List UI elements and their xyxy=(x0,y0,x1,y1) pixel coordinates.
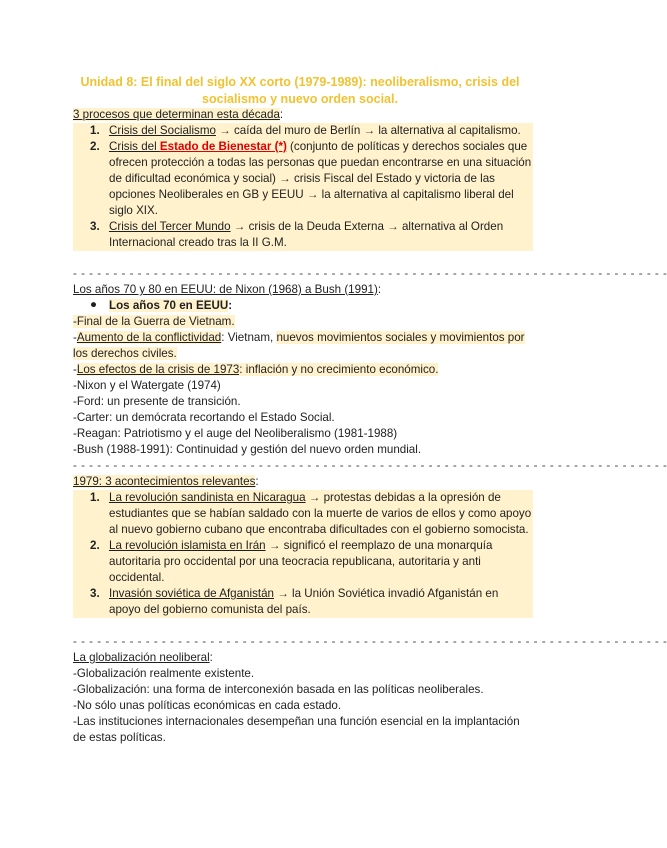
text-line: -Las instituciones internacionales desempeñan una función esencial en la implantación de estas políticas. xyxy=(73,715,520,744)
item-link: La revolución islamista en Irán xyxy=(109,539,266,552)
section-heading: La globalización neoliberal: xyxy=(73,651,213,664)
heading-text: 1979: 3 acontecimientos relevantes xyxy=(73,475,256,488)
separator-line: - - - - - - - - - - - - - - - - - - - - - - - - - - - - - - - - - - - - - - - - - - - - - - - - - - - - - - - - - - - - - - - - - - - - - - - - - - xyxy=(73,635,667,648)
section-procesos xyxy=(73,107,533,251)
acontecimientos-list xyxy=(73,490,533,618)
text-line: -Carter: un demócrata recortando el Estado Social. xyxy=(73,411,335,424)
separator-line: - - - - - - - - - - - - - - - - - - - - - - - - - - - - - - - - - - - - - - - - - - - - - - - - - - - - - - - - - - - - - - - - - - - - - - - - - - xyxy=(73,459,667,472)
separator-line: - - - - - - - - - - - - - - - - - - - - - - - - - - - - - - - - - - - - - - - - - - - - - - - - - - - - - - - - - - - - - - - - - - - - - - - - - - xyxy=(73,267,667,280)
text-line: -Ford: un presente de transición. xyxy=(73,395,241,408)
text-line: -Los efectos de la crisis de 1973: inflación y no crecimiento económico. xyxy=(73,363,439,376)
heading-text: 3 procesos que determinan esta década xyxy=(73,108,280,121)
list-item: 2. La revolución islamista en Irán → significó el reemplazo de una monarquía autoritaria pro occidental por una teocracia republicana, autoritaria y anti occidental. xyxy=(73,538,533,586)
highlighted-term: Estado de Bienestar (*) xyxy=(159,140,287,153)
document-title: Unidad 8: El final del siglo XX corto (1979-1989): neoliberalismo, crisis del socialismo y nuevo orden social. xyxy=(80,75,520,106)
heading-text: La globalización neoliberal xyxy=(73,651,210,664)
bullet-icon: ● xyxy=(90,298,98,311)
list-item: 3. Crisis del Tercer Mundo → crisis de la Deuda Externa → alternativa al Orden Internacional creado tras la II G.M. xyxy=(73,219,533,251)
text-line: -Final de la Guerra de Vietnam. xyxy=(73,315,235,328)
text-line: -Reagan: Patriotismo y el auge del Neoliberalismo (1981-1988) xyxy=(73,427,398,440)
text-line: -Nixon y el Watergate (1974) xyxy=(73,379,221,392)
list-item: 2. Crisis del Estado de Bienestar (*) (conjunto de políticas y derechos sociales que ofrecen protección a todas las personas que puedan encontrarse en una situación de dificultad económica y social) → crisis Fiscal del Estado y victoria de las opciones Neoliberales en GB y EEUU → la alternativa al capitalismo liberal del siglo XIX. xyxy=(73,139,533,219)
procesos-list xyxy=(73,123,533,251)
list-item: 1. Crisis del Socialismo → caída del muro de Berlín → la alternativa al capitalismo. xyxy=(73,123,533,139)
section-eeuu xyxy=(73,282,533,458)
section-1979 xyxy=(73,474,533,618)
section-heading: 3 procesos que determinan esta década: xyxy=(73,108,284,121)
section-globalizacion xyxy=(73,650,533,746)
list-item: 3. Invasión soviética de Afganistán → la Unión Soviética invadió Afganistán en apoyo del gobierno comunista del país. xyxy=(73,586,533,618)
text-line: -Globalización: una forma de interconexión basada en las políticas neoliberales. xyxy=(73,683,484,696)
section-heading: 1979: 3 acontecimientos relevantes: xyxy=(73,475,259,488)
item-link: Invasión soviética de Afganistán xyxy=(109,587,274,600)
bullet-item: ● Los años 70 en EEUU: xyxy=(90,298,233,312)
item-link: Crisis del Tercer Mundo xyxy=(109,220,231,233)
item-link: Crisis del Socialismo xyxy=(109,124,216,137)
item-link: La revolución sandinista en Nicaragua xyxy=(109,491,306,504)
text-line: -Bush (1988-1991): Continuidad y gestión del nuevo orden mundial. xyxy=(73,443,422,456)
text-line: -No sólo unas políticas económicas en cada estado. xyxy=(73,699,342,712)
list-item: 1. La revolución sandinista en Nicaragua → protestas debidas a la opresión de estudiantes que se habían saldado con la muerte de varios de ellos y como apoyo al nuevo gobierno cubano que encontraba dificultades con el gobierno somocista. xyxy=(73,490,533,538)
section-heading: Los años 70 y 80 en EEUU: de Nixon (1968) a Bush (1991): xyxy=(73,283,382,296)
text-line: -Globalización realmente existente. xyxy=(73,667,255,680)
heading-text: Los años 70 y 80 en EEUU: de Nixon (1968) a Bush (1991) xyxy=(73,283,378,296)
bullet-list xyxy=(73,298,533,314)
text-line: -Aumento de la conflictividad: Vietnam, nuevos movimientos sociales y movimientos por los derechos civiles. xyxy=(73,331,525,360)
